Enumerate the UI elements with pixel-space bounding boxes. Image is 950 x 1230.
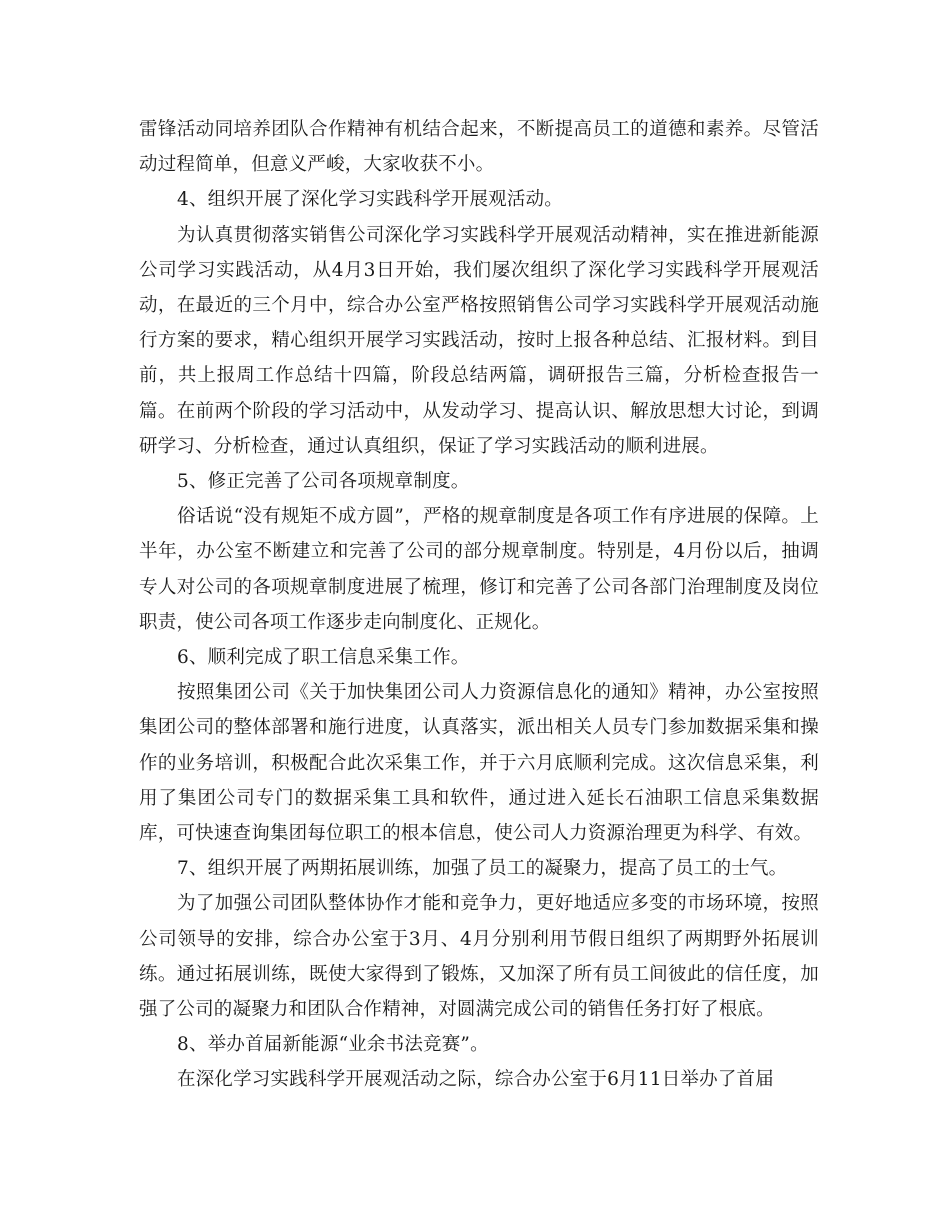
section-heading-5: 5、修正完善了公司各项规章制度。 [177,471,470,493]
paragraph-continuation: 雷锋活动同培养团队合作精神有机结合起来，不断提高员工的道德和素养。尽管活动过程简单，但意义严峻，大家收获不小。 [139,119,819,176]
section-heading-7: 7、组织开展了两期拓展训练，加强了员工的凝聚力，提高了员工的士气。 [177,858,788,880]
section-heading-4: 4、组织开展了深化学习实践科学开展观活动。 [177,189,563,211]
section-heading-6: 6、顺利完成了职工信息采集工作。 [177,647,470,669]
paragraph-training: 为了加强公司团队整体协作才能和竞争力，更好地适应多变的市场环境，按照公司领导的安排，综合办公室于3月、4月分别利用节假日组织了两期野外拓展训练。通过拓展训练，既使大家得到了锻炼，又加深了所有员工间彼此的信任度，加强了公司的凝聚力和团队合作精神，对圆满完成公司的销售任务打好了根底。 [139,893,819,1021]
section-heading-8: 8、举办首届新能源“业余书法竞赛”。 [177,1034,489,1056]
paragraph-study-practice: 为认真贯彻落实销售公司深化学习实践科学开展观活动精神，实在推进新能源公司学习实践活动，从4月3日开始，我们屡次组织了深化学习实践科学开展观活动，在最近的三个月中，综合办公室严格按照销售公司学习实践科学开展观活动施行方案的要求，精心组织开展学习实践活动，按时上报各种总结、汇报材料。到目前，共上报周工作总结十四篇，阶段总结两篇，调研报告三篇，分析检查报告一篇。在前两个阶段的学习活动中，从发动学习、提高认识、解放思想大讨论，到调研学习、分析检查，通过认真组织，保证了学习实践活动的顺利进展。 [139,224,819,457]
paragraph-regulations: 俗话说“没有规矩不成方圆”，严格的规章制度是各项工作有序进展的保障。上半年，办公室不断建立和完善了公司的部分规章制度。特别是，4月份以后，抽调专人对公司的各项规章制度进展了梳理，修订和完善了公司各部门治理制度及岗位职责，使公司各项工作逐步走向制度化、正规化。 [139,506,819,633]
paragraph-info-collection: 按照集团公司《关于加快集团公司人力资源信息化的通知》精神，办公室按照集团公司的整体部署和施行进度，认真落实，派出相关人员专门参加数据采集和操作的业务培训，积极配合此次采集工作，并于六月底顺利完成。这次信息采集，利用了集团公司专门的数据采集工具和软件，通过进入延长石油职工信息采集数据库，可快速查询集团每位职工的根本信息，使公司人力资源治理更为科学、有效。 [139,682,819,845]
paragraph-calligraphy: 在深化学习实践科学开展观活动之际，综合办公室于6月11日举办了首届 [177,1069,774,1091]
document-body [139,112,819,1098]
